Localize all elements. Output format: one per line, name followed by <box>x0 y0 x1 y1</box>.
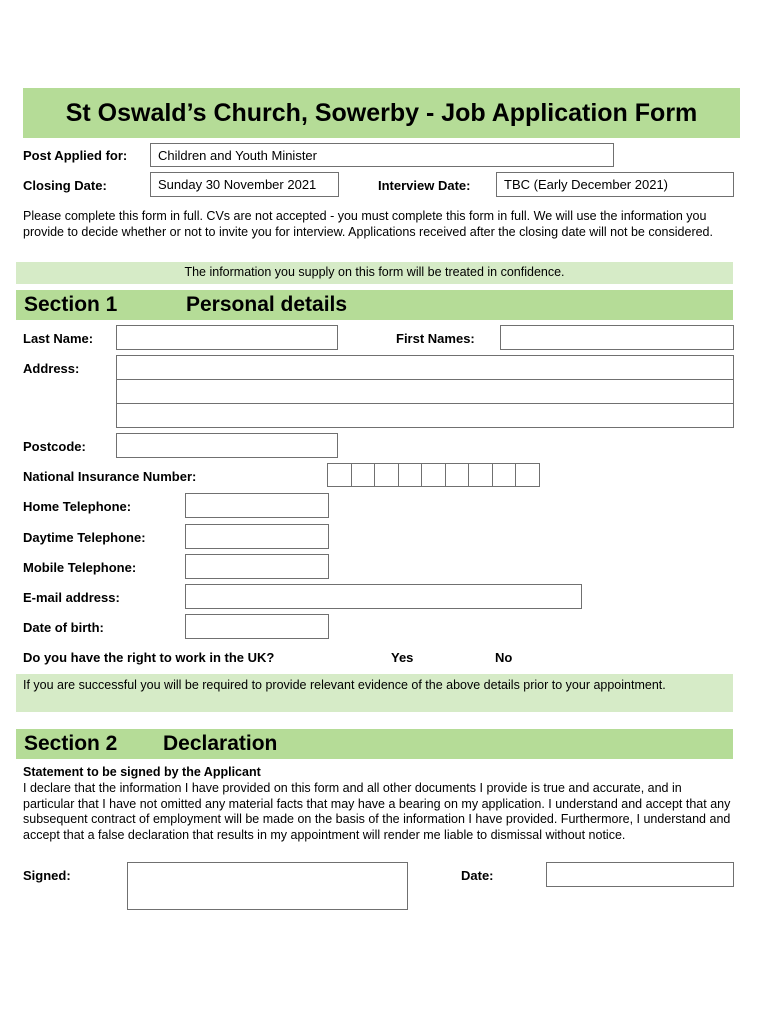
right-to-work-yes[interactable]: Yes <box>391 650 414 665</box>
first-names-label: First Names: <box>396 331 475 346</box>
post-applied-label: Post Applied for: <box>23 148 128 163</box>
ni-cell[interactable] <box>492 463 517 487</box>
interview-date-field[interactable] <box>496 172 734 197</box>
closing-date-value: Sunday 30 November 2021 <box>158 177 317 192</box>
dob-field[interactable] <box>185 614 329 639</box>
postcode-field[interactable] <box>116 433 338 458</box>
statement-text: I declare that the information I have provided on this form and all other documents I provide is true and accurate, and in particular that I have not omitted any material facts that may have a bearing on my application. I understand and accept that any subsequent contract of employment will be made on the basis of the information I have provided. Furthermore, I understand and accept that a false declaration that results in my appointment will render me liable to dismissal without notice. <box>23 781 731 842</box>
intro-text: Please complete this form in full. CVs are not accepted - you must complete this form in full. We will use the information you provide to decide whether or not to invite you for interview. Applications received after the closing date will not be considered. <box>23 209 713 239</box>
closing-date-label: Closing Date: <box>23 178 107 193</box>
signed-label: Signed: <box>23 868 71 883</box>
ni-cell[interactable] <box>468 463 493 487</box>
mobile-tel-label: Mobile Telephone: <box>23 560 137 575</box>
interview-date-label: Interview Date: <box>378 178 471 193</box>
last-name-field[interactable] <box>116 325 338 350</box>
address-line-3[interactable] <box>116 403 734 428</box>
confidence-note: The information you supply on this form will be treated in confidence. <box>16 262 733 284</box>
evidence-note: If you are successful you will be required to provide relevant evidence of the above details prior to your appointment. <box>16 674 733 712</box>
daytime-tel-label: Daytime Telephone: <box>23 530 146 545</box>
ni-cell[interactable] <box>374 463 399 487</box>
date-field[interactable] <box>546 862 734 887</box>
ni-cell[interactable] <box>445 463 470 487</box>
section1-header <box>16 290 733 320</box>
postcode-label: Postcode: <box>23 439 86 454</box>
first-names-field[interactable] <box>500 325 734 350</box>
section2-header <box>16 729 733 759</box>
section1-title: Personal details <box>186 293 348 316</box>
date-label: Date: <box>461 868 494 883</box>
right-to-work-no[interactable]: No <box>495 650 513 665</box>
ni-cell[interactable] <box>327 463 352 487</box>
section2-number: Section 2 <box>24 732 118 755</box>
signature-field[interactable] <box>127 862 408 910</box>
ni-cell[interactable] <box>398 463 423 487</box>
address-label: Address: <box>23 361 80 376</box>
address-line-1[interactable] <box>116 355 734 380</box>
email-label: E-mail address: <box>23 590 120 605</box>
ni-cell[interactable] <box>351 463 376 487</box>
email-field[interactable] <box>185 584 582 609</box>
interview-date-value: TBC (Early December 2021) <box>504 177 668 192</box>
daytime-tel-field[interactable] <box>185 524 329 549</box>
home-tel-field[interactable] <box>185 493 329 518</box>
section1-number: Section 1 <box>24 293 118 316</box>
post-applied-value: Children and Youth Minister <box>158 147 317 163</box>
section2-title: Declaration <box>163 732 278 755</box>
dob-label: Date of birth: <box>23 620 104 635</box>
ni-cell[interactable] <box>421 463 446 487</box>
post-applied-field[interactable] <box>150 143 614 167</box>
home-tel-label: Home Telephone: <box>23 499 132 514</box>
ni-label: National Insurance Number: <box>23 469 197 484</box>
closing-date-field[interactable] <box>150 172 339 197</box>
address-line-2[interactable] <box>116 379 734 404</box>
last-name-label: Last Name: <box>23 331 94 346</box>
statement-heading: Statement to be signed by the Applicant <box>23 765 261 779</box>
ni-field[interactable] <box>327 463 539 487</box>
page-title: St Oswald’s Church, Sowerby - Job Application Form <box>23 88 740 138</box>
mobile-tel-field[interactable] <box>185 554 329 579</box>
right-to-work-label: Do you have the right to work in the UK? <box>23 650 275 665</box>
ni-cell[interactable] <box>515 463 540 487</box>
